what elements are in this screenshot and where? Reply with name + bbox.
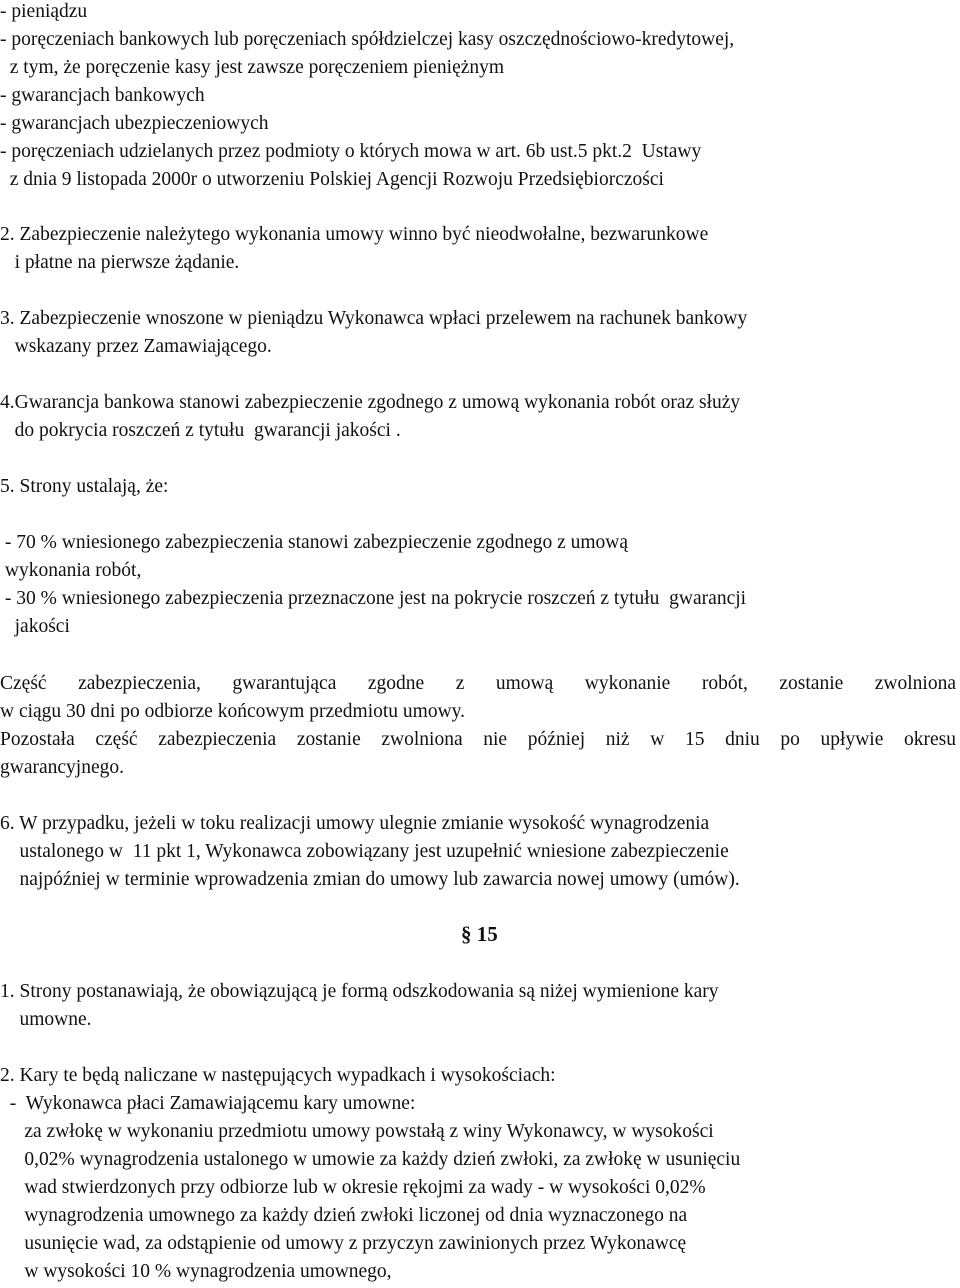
text-line: - pieniądzu	[0, 1, 88, 22]
text-line: w wysokości 10 % wynagrodzenia umownego,	[0, 1261, 392, 1282]
text-line: 5. Strony ustalają, że:	[0, 476, 169, 497]
text-line: z dnia 9 listopada 2000r o utworzeniu Polskiej Agencji Rozwoju Przedsiębiorczości	[0, 169, 664, 190]
text-line: 2. Kary te będą naliczane w następujących wypadkach i wysokościach:	[0, 1065, 556, 1086]
text-line: 6. W przypadku, jeżeli w toku realizacji umowy ulegnie zmianie wysokość wynagrodzenia	[0, 813, 710, 834]
text-line: wynagrodzenia umownego za każdy dzień zwłoki liczonej od dnia wyznaczonego na	[0, 1205, 688, 1226]
text-line: za zwłokę w wykonaniu przedmiotu umowy powstałą z winy Wykonawcy, w wysokości	[0, 1121, 714, 1142]
text-line: z tym, że poręczenie kasy jest zawsze poręczeniem pieniężnym	[0, 57, 505, 78]
text-line: usunięcie wad, za odstąpienie od umowy z przyczyn zawinionych przez Wykonawcę	[0, 1233, 687, 1254]
text-line: w ciągu 30 dni po odbiorze końcowym przedmiotu umowy.	[0, 701, 466, 722]
text-line: gwarancyjnego.	[0, 757, 124, 778]
text-line: - 70 % wniesionego zabezpieczenia stanowi zabezpieczenie zgodnego z umową	[0, 532, 629, 553]
text-line: 3. Zabezpieczenie wnoszone w pieniądzu Wykonawca wpłaci przelewem na rachunek bankowy	[0, 308, 748, 329]
text-line: 1. Strony postanawiają, że obowiązującą je formą odszkodowania są niżej wymienione kary	[0, 981, 719, 1002]
text-line: - gwarancjach ubezpieczeniowych	[0, 113, 269, 134]
text-line: 4.Gwarancja bankowa stanowi zabezpieczenie zgodnego z umową wykonania robót oraz służy	[0, 392, 741, 413]
text-line: Część zabezpieczenia, gwarantująca zgodne z umową wykonanie robót, zostanie zwolniona	[0, 673, 956, 694]
text-line: wad stwierdzonych przy odbiorze lub w okresie rękojmi za wady - w wysokości 0,02%	[0, 1177, 706, 1198]
text-line: 2. Zabezpieczenie należytego wykonania umowy winno być nieodwołalne, bezwarunkowe	[0, 224, 709, 245]
text-line: - poręczeniach udzielanych przez podmioty o których mowa w art. 6b ust.5 pkt.2 Ustawy	[0, 141, 702, 162]
text-line: wykonania robót,	[0, 560, 142, 581]
text-line: - 30 % wniesionego zabezpieczenia przeznaczone jest na pokrycie roszczeń z tytułu gwarancji	[0, 588, 747, 609]
text-line: najpóźniej w terminie wprowadzenia zmian do umowy lub zawarcia nowej umowy (umów).	[0, 869, 740, 890]
text-line: - Wykonawca płaci Zamawiającemu kary umowne:	[0, 1093, 416, 1114]
text-line: wskazany przez Zamawiającego.	[0, 336, 272, 357]
text-line: i płatne na pierwsze żądanie.	[0, 252, 240, 273]
text-line: 0,02% wynagrodzenia ustalonego w umowie za każdy dzień zwłoki, za zwłokę w usunięciu	[0, 1149, 741, 1170]
text-line: jakości	[0, 616, 70, 637]
text-line: ustalonego w 11 pkt 1, Wykonawca zobowiązany jest uzupełnić wniesione zabezpieczenie	[0, 841, 729, 862]
text-line: - poręczeniach bankowych lub poręczeniach spółdzielczej kasy oszczędnościowo-kredytowej,	[0, 29, 735, 50]
text-line: umowne.	[0, 1009, 92, 1030]
text-line: - gwarancjach bankowych	[0, 85, 205, 106]
text-line: do pokrycia roszczeń z tytułu gwarancji jakości .	[0, 420, 401, 441]
section-heading: § 15	[461, 922, 498, 946]
text-line: Pozostała część zabezpieczenia zostanie zwolniona nie później niż w 15 dniu po upływie okresu	[0, 729, 956, 750]
